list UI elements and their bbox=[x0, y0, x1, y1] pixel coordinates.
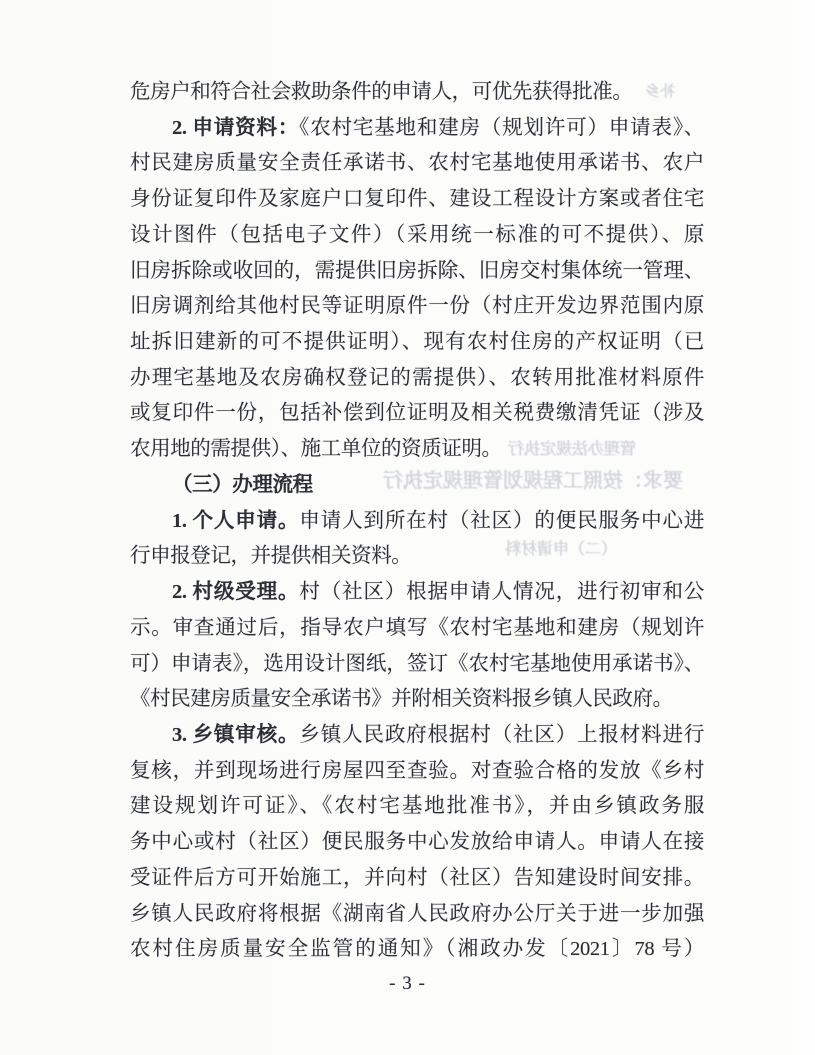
bold-text-segment: 2. 申请资料： bbox=[172, 116, 300, 139]
text-line bbox=[130, 289, 704, 325]
text-line bbox=[130, 861, 704, 897]
text-line bbox=[130, 146, 704, 182]
bold-text-segment: 3. 乡镇审核。 bbox=[172, 723, 300, 746]
text-line bbox=[130, 182, 704, 218]
text-segment: 行申报登记，并提供相关资料。 bbox=[130, 545, 412, 568]
text-line bbox=[130, 754, 704, 790]
text-segment: 农用地的需提供）、施工单位的资质证明。 bbox=[130, 438, 502, 461]
bold-text-segment: 1. 个人申请。 bbox=[172, 509, 300, 532]
bold-text-segment: （三）办理流程 bbox=[172, 473, 313, 496]
text-line bbox=[130, 325, 704, 361]
text-line bbox=[130, 718, 704, 754]
text-line bbox=[130, 254, 704, 290]
text-segment: 身份证复印件及家庭户口复印件、建设工程设计方案或者住宅 bbox=[130, 188, 704, 211]
text-segment: 务中心或村（社区）便民服务中心发放给申请人。申请人在接 bbox=[130, 831, 704, 854]
text-segment: 受证件后方可开始施工，并向村（社区）告知建设时间安排。 bbox=[130, 866, 704, 889]
text-segment: 村民建房质量安全责任承诺书、农村宅基地使用承诺书、农户 bbox=[130, 152, 704, 175]
text-line bbox=[130, 539, 704, 575]
text-line bbox=[130, 682, 704, 718]
text-line bbox=[130, 825, 704, 861]
text-segment: 旧房拆除或收回的，需提供旧房拆除、旧房交村集体统一管理、 bbox=[130, 259, 704, 282]
text-segment: 示。审查通过后，指导农户填写《农村宅基地和建房（规划许 bbox=[130, 616, 704, 639]
text-line bbox=[130, 432, 704, 468]
text-line bbox=[130, 932, 704, 968]
text-line bbox=[130, 218, 704, 254]
text-segment: 《农村宅基地和建房（规划许可）申请表》、 bbox=[299, 116, 704, 139]
text-segment: 旧房调剂给其他村民等证明原件一份（村庄开发边界范围内原 bbox=[130, 295, 704, 318]
text-segment: 可）申请表》，选用设计图纸，签订《农村宅基地使用承诺书》、 bbox=[130, 652, 704, 675]
text-segment: 危房户和符合社会救助条件的申请人，可优先获得批准。 bbox=[130, 81, 633, 103]
text-line bbox=[130, 897, 704, 933]
text-line bbox=[130, 647, 704, 683]
text-line bbox=[130, 789, 704, 825]
text-segment: 乡镇人民政府将根据《湖南省人民政府办公厅关于进一步加强 bbox=[130, 902, 704, 925]
show-through-artifact: 管理办法规定执行 bbox=[508, 441, 637, 458]
show-through-artifact: 要求：按照工程规划管理规定执行 bbox=[383, 470, 683, 492]
show-through-artifact: 补乡 bbox=[645, 84, 676, 100]
text-line bbox=[130, 361, 704, 397]
text-line bbox=[130, 504, 704, 540]
text-segment: 复核，并到现场进行房屋四至查验。对查验合格的发放《乡村 bbox=[130, 759, 704, 782]
text-line bbox=[130, 75, 704, 111]
text-line bbox=[130, 468, 704, 504]
text-segment: 申请人到所在村（社区）的便民服务中心进 bbox=[299, 509, 704, 532]
bold-text-segment: 2. 村级受理。 bbox=[172, 581, 300, 604]
text-segment: 《村民建房质量安全承诺书》并附相关资料报乡镇人民政府。 bbox=[130, 688, 673, 711]
document-text-block bbox=[130, 75, 704, 968]
text-line bbox=[130, 396, 704, 432]
text-segment: 村（社区）根据申请人情况，进行初审和公 bbox=[299, 581, 704, 604]
text-segment: 乡镇人民政府根据村（社区）上报材料进行 bbox=[299, 723, 704, 746]
text-line bbox=[130, 111, 704, 147]
page-number: - 3 - bbox=[389, 973, 426, 994]
show-through-artifact: （二）申请材料 bbox=[505, 541, 618, 558]
text-segment: 办理宅基地及农房确权登记的需提供）、农转用批准材料原件 bbox=[130, 366, 704, 389]
text-segment: 农村住房质量安全监管的通知》（湘政办发〔2021〕78 号） bbox=[130, 938, 704, 961]
text-line bbox=[130, 611, 704, 647]
text-segment: 址拆旧建新的可不提供证明）、现有农村住房的产权证明（已 bbox=[130, 331, 704, 354]
text-segment: 或复印件一份，包括补偿到位证明及相关税费缴清凭证（涉及 bbox=[130, 402, 704, 425]
text-line bbox=[130, 575, 704, 611]
text-segment: 建设规划许可证》、《农村宅基地批准书》，并由乡镇政务服 bbox=[130, 795, 704, 818]
text-segment: 设计图件（包括电子文件）（采用统一标准的可不提供）、原 bbox=[130, 223, 704, 246]
